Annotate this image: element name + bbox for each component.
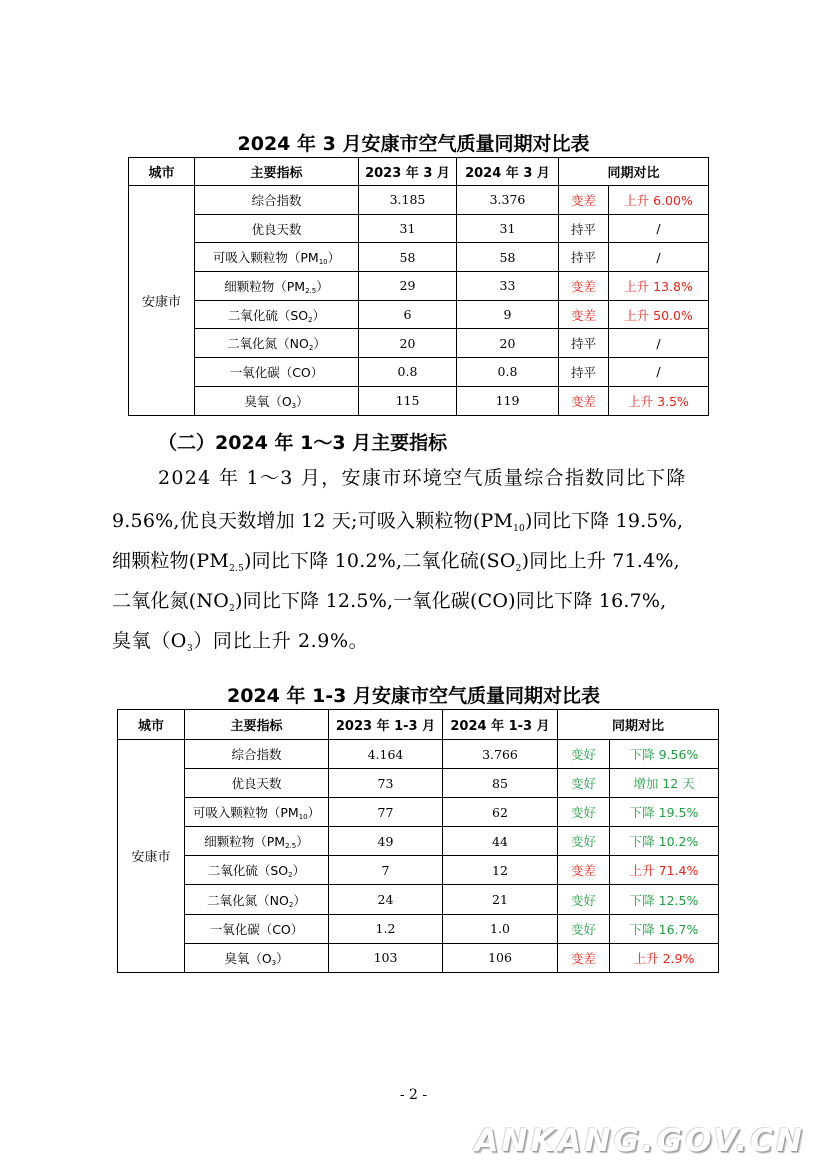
indicator-cell xyxy=(185,914,329,943)
indicator-cell xyxy=(195,329,359,358)
value-2024-cell: 119 xyxy=(457,386,559,415)
status-cell: 变差 xyxy=(559,386,609,415)
change-cell: 增加 12 天 xyxy=(610,769,719,798)
indicator-close-paren: ） xyxy=(327,250,341,266)
indicator-close-paren: ） xyxy=(292,863,306,879)
col-header-2024: 2024 年 1-3 月 xyxy=(443,710,558,740)
col-header-comparison: 同期对比 xyxy=(558,710,719,740)
indicator-cell xyxy=(185,885,329,914)
text-run: )同比下降 19.5%, xyxy=(524,510,684,532)
col-header-2023: 2023 年 3 月 xyxy=(359,158,457,186)
status-cell: 变好 xyxy=(558,914,610,943)
change-cell: / xyxy=(609,358,709,387)
status-cell: 变好 xyxy=(558,740,610,769)
indicator-subscript: 2.5 xyxy=(285,842,297,851)
status-cell: 变差 xyxy=(559,272,609,301)
change-cell: 下降 12.5% xyxy=(610,885,719,914)
indicator-cell xyxy=(195,300,359,329)
indicator-cell xyxy=(185,856,329,885)
text-run: )同比上升 71.4%, xyxy=(521,550,680,572)
value-2024-cell: 58 xyxy=(457,243,559,272)
subscript: 2.5 xyxy=(229,564,244,574)
value-2023-cell: 103 xyxy=(329,943,443,972)
change-cell: 上升 71.4% xyxy=(610,856,719,885)
indicator-close-paren: ） xyxy=(313,336,326,352)
value-2024-cell: 21 xyxy=(443,885,558,914)
text-run: )同比下降 12.5%,一氧化碳(CO)同比下降 16.7%, xyxy=(234,590,667,612)
table-row xyxy=(129,300,709,329)
value-2024-cell: 62 xyxy=(443,798,558,827)
indicator-close-paren: ） xyxy=(307,805,321,821)
status-cell: 变好 xyxy=(558,827,610,856)
indicator-name: 综合指数 xyxy=(251,192,302,208)
indicator-name: 臭氧（O xyxy=(224,950,272,966)
table-row xyxy=(118,856,719,885)
indicator-subscript: 3 xyxy=(291,401,297,410)
indicator-close-paren: ） xyxy=(316,278,329,294)
table-row xyxy=(129,243,709,272)
change-cell: / xyxy=(609,214,709,243)
value-2023-cell: 7 xyxy=(329,856,443,885)
indicator-cell xyxy=(195,358,359,387)
indicator-name: 二氧化硫（SO xyxy=(207,863,289,879)
change-cell: 上升 6.00% xyxy=(609,186,709,215)
table2-title: 2024 年 1-3 月安康市空气质量同期对比表 xyxy=(226,685,601,707)
indicator-close-paren: ） xyxy=(293,892,306,908)
status-cell: 变好 xyxy=(558,885,610,914)
value-2023-cell: 20 xyxy=(359,329,457,358)
indicator-subscript: 10 xyxy=(318,258,328,267)
table-row xyxy=(129,329,709,358)
indicator-name: 二氧化氮（NO xyxy=(207,892,289,908)
value-2024-cell: 1.0 xyxy=(443,914,558,943)
col-header-city: 城市 xyxy=(129,158,195,186)
col-header-2024: 2024 年 3 月 xyxy=(457,158,559,186)
text-run: 二氧化氮(NO xyxy=(112,590,230,612)
table-row xyxy=(129,272,709,301)
site-watermark: ANKANG.GOV.CN xyxy=(474,1123,805,1159)
indicator-name: 优良天数 xyxy=(251,221,302,237)
col-header-indicator: 主要指标 xyxy=(195,158,359,186)
table2 xyxy=(117,709,719,973)
value-2024-cell: 85 xyxy=(443,769,558,798)
indicator-cell xyxy=(195,243,359,272)
col-header-city: 城市 xyxy=(118,710,185,740)
change-cell: 上升 13.8% xyxy=(609,272,709,301)
indicator-subscript: 2 xyxy=(308,344,314,353)
value-2024-cell: 12 xyxy=(443,856,558,885)
indicator-subscript: 2.5 xyxy=(305,286,317,295)
indicator-name: 臭氧（O xyxy=(244,393,292,409)
value-2023-cell: 1.2 xyxy=(329,914,443,943)
indicator-cell xyxy=(185,740,329,769)
section-heading: （二）2024 年 1～3 月主要指标 xyxy=(158,432,448,454)
table1-header-row xyxy=(129,158,709,186)
indicator-subscript: 10 xyxy=(298,813,308,822)
value-2024-cell: 20 xyxy=(457,329,559,358)
text-run: 2024 年 1～3 月，安康市环境空气质量综合指数同比下降 xyxy=(158,467,687,489)
indicator-cell xyxy=(185,769,329,798)
change-cell: 上升 50.0% xyxy=(609,300,709,329)
value-2023-cell: 6 xyxy=(359,300,457,329)
indicator-name: 细颗粒物（PM xyxy=(224,278,306,294)
indicator-close-paren: ） xyxy=(296,834,309,850)
value-2024-cell: 0.8 xyxy=(457,358,559,387)
text-run: 细颗粒物(PM xyxy=(112,550,230,572)
text-run: ）同比上升 2.9%。 xyxy=(193,630,369,652)
indicator-name: 二氧化硫（SO xyxy=(227,307,309,323)
status-cell: 变差 xyxy=(559,300,609,329)
indicator-cell xyxy=(185,827,329,856)
col-header-comparison: 同期对比 xyxy=(559,158,709,186)
status-cell: 持平 xyxy=(559,329,609,358)
table-row xyxy=(118,769,719,798)
status-cell: 持平 xyxy=(559,243,609,272)
table-row xyxy=(118,827,719,856)
table-row xyxy=(129,386,709,415)
change-cell: / xyxy=(609,329,709,358)
indicator-cell xyxy=(185,943,329,972)
table-row xyxy=(118,943,719,972)
indicator-name: 可吸入颗粒物（PM xyxy=(212,250,319,266)
indicator-close-paren: ） xyxy=(296,393,309,409)
table-row xyxy=(118,798,719,827)
status-cell: 持平 xyxy=(559,358,609,387)
subscript: 10 xyxy=(513,524,525,534)
indicator-subscript: 2 xyxy=(288,900,294,909)
city-cell: 安康市 xyxy=(129,186,195,416)
value-2023-cell: 3.185 xyxy=(359,186,457,215)
indicator-cell xyxy=(185,798,329,827)
value-2023-cell: 24 xyxy=(329,885,443,914)
summary-line-3 xyxy=(112,546,722,574)
indicator-cell xyxy=(195,214,359,243)
table-row xyxy=(118,914,719,943)
indicator-subscript: 2 xyxy=(288,871,293,880)
status-cell: 变好 xyxy=(558,769,610,798)
indicator-name: 优良天数 xyxy=(231,776,282,792)
indicator-name: 一氧化碳（CO） xyxy=(229,364,324,380)
indicator-close-paren: ） xyxy=(312,307,326,323)
indicator-subscript: 2 xyxy=(308,315,313,324)
value-2023-cell: 31 xyxy=(359,214,457,243)
summary-line-5 xyxy=(112,626,722,654)
subscript: 3 xyxy=(186,644,194,654)
subscript: 2 xyxy=(515,564,522,574)
value-2024-cell: 9 xyxy=(457,300,559,329)
table-row xyxy=(118,740,719,769)
indicator-name: 一氧化碳（CO） xyxy=(209,921,304,937)
change-cell: 下降 10.2% xyxy=(610,827,719,856)
summary-line-1 xyxy=(158,463,722,490)
indicator-cell xyxy=(195,386,359,415)
table-row xyxy=(129,186,709,215)
value-2024-cell: 3.766 xyxy=(443,740,558,769)
value-2023-cell: 73 xyxy=(329,769,443,798)
summary-line-4 xyxy=(112,586,722,614)
change-cell: 下降 16.7% xyxy=(610,914,719,943)
value-2023-cell: 115 xyxy=(359,386,457,415)
status-cell: 变差 xyxy=(559,186,609,215)
indicator-cell xyxy=(195,186,359,215)
value-2023-cell: 77 xyxy=(329,798,443,827)
text-run: 臭氧（O xyxy=(112,630,187,652)
table-row xyxy=(118,885,719,914)
indicator-name: 细颗粒物（PM xyxy=(204,834,286,850)
indicator-cell xyxy=(195,272,359,301)
change-cell: 上升 3.5% xyxy=(609,386,709,415)
change-cell: 下降 9.56% xyxy=(610,740,719,769)
indicator-close-paren: ） xyxy=(276,950,289,966)
change-cell: 上升 2.9% xyxy=(610,943,719,972)
table1 xyxy=(128,157,709,416)
text-run: 9.56%,优良天数增加 12 天;可吸入颗粒物(PM xyxy=(112,510,514,532)
change-cell: 下降 19.5% xyxy=(610,798,719,827)
summary-line-2 xyxy=(112,506,722,534)
value-2023-cell: 58 xyxy=(359,243,457,272)
status-cell: 变差 xyxy=(558,943,610,972)
value-2024-cell: 3.376 xyxy=(457,186,559,215)
table2-header-row xyxy=(118,710,719,740)
table1-title: 2024 年 3 月安康市空气质量同期对比表 xyxy=(237,133,590,155)
table-row xyxy=(129,214,709,243)
indicator-subscript: 3 xyxy=(271,958,277,967)
indicator-name: 综合指数 xyxy=(231,747,282,763)
page-number: - 2 - xyxy=(399,1087,428,1103)
status-cell: 持平 xyxy=(559,214,609,243)
indicator-name: 二氧化氮（NO xyxy=(227,336,309,352)
value-2024-cell: 33 xyxy=(457,272,559,301)
table-row xyxy=(129,358,709,387)
change-cell: / xyxy=(609,243,709,272)
value-2023-cell: 4.164 xyxy=(329,740,443,769)
subscript: 2 xyxy=(229,604,235,614)
col-header-indicator: 主要指标 xyxy=(185,710,329,740)
indicator-name: 可吸入颗粒物（PM xyxy=(192,805,299,821)
city-cell: 安康市 xyxy=(118,740,185,973)
value-2023-cell: 29 xyxy=(359,272,457,301)
status-cell: 变差 xyxy=(558,856,610,885)
value-2024-cell: 44 xyxy=(443,827,558,856)
value-2024-cell: 31 xyxy=(457,214,559,243)
status-cell: 变好 xyxy=(558,798,610,827)
value-2023-cell: 49 xyxy=(329,827,443,856)
value-2023-cell: 0.8 xyxy=(359,358,457,387)
value-2024-cell: 106 xyxy=(443,943,558,972)
text-run: )同比下降 10.2%,二氧化硫(SO xyxy=(243,550,516,572)
col-header-2023: 2023 年 1-3 月 xyxy=(329,710,443,740)
